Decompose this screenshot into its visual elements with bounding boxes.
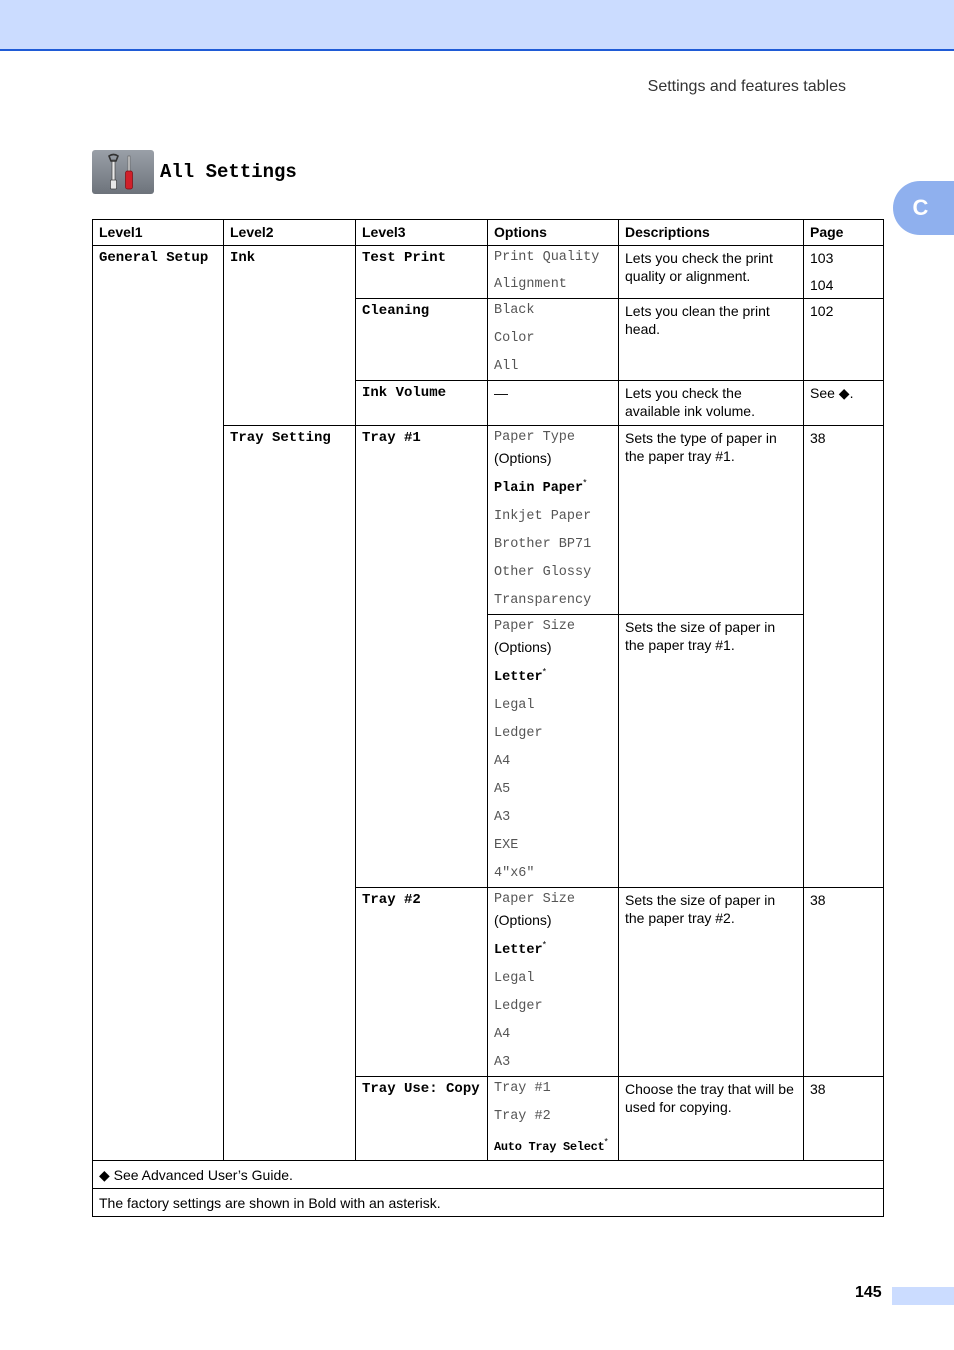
page-cell: [804, 246, 884, 299]
option-group-name: Paper Size: [494, 619, 576, 634]
option-item: Other Glossy: [494, 565, 592, 580]
option-group-name: Paper Size: [494, 892, 576, 907]
option-sub: (Options): [494, 912, 552, 928]
option-item: A4: [494, 754, 511, 769]
option-item: 4"x6": [494, 866, 535, 881]
option-item: Black: [494, 303, 535, 318]
footnote-row: [93, 1161, 884, 1189]
default-option: Auto Tray Select: [494, 1140, 605, 1154]
page-cell: 38: [804, 888, 884, 1077]
option-item: Legal: [494, 971, 535, 986]
default-option: Plain Paper: [494, 481, 584, 496]
asterisk: *: [542, 666, 547, 677]
option-item: All: [494, 359, 519, 374]
option-item: Inkjet Paper: [494, 509, 592, 524]
description-cell: Lets you check the available ink volume.: [619, 381, 804, 426]
description-cell: Sets the size of paper in the paper tray #2.: [619, 888, 804, 1077]
page-cell: 102: [804, 299, 884, 381]
option-item: Tray #2: [494, 1109, 551, 1124]
option-default: [494, 666, 612, 687]
level3-cell-tray1: Tray #1: [356, 426, 488, 888]
option-item: A3: [494, 810, 511, 825]
option-group-name: Paper Type: [494, 430, 576, 445]
option-sub: (Options): [494, 639, 552, 655]
options-cell: [488, 246, 619, 299]
description-cell: Lets you clean the print head.: [619, 299, 804, 381]
settings-table: [92, 219, 884, 1217]
chapter-tab: [893, 181, 954, 235]
default-option: Letter: [494, 943, 543, 958]
option-item: Brother BP71: [494, 537, 592, 552]
option-item: Legal: [494, 698, 535, 713]
page-cell: 38: [804, 1077, 884, 1161]
option-item: Alignment: [494, 277, 567, 292]
option-item: Print Quality: [494, 250, 600, 265]
options-cell: [488, 426, 619, 615]
section-title: All Settings: [160, 161, 297, 183]
chapter-tab-letter: C: [912, 195, 929, 220]
option-item: Color: [494, 331, 535, 346]
level2-cell-ink: Ink: [224, 246, 356, 426]
level3-cell-tray2: Tray #2: [356, 888, 488, 1077]
description-cell: Sets the type of paper in the paper tray #1.: [619, 426, 804, 615]
page-ref: 104: [810, 277, 834, 293]
option-default: [494, 477, 612, 498]
asterisk: *: [583, 477, 587, 488]
level3-cell-cleaning: Cleaning: [356, 299, 488, 381]
column-header: Level2: [224, 220, 356, 246]
column-header: Level1: [93, 220, 224, 246]
level3-cell-ink-volume: Ink Volume: [356, 381, 488, 426]
table-row: [93, 246, 884, 299]
footnote-advanced-guide: ◆ See Advanced User’s Guide.: [93, 1161, 884, 1189]
options-cell: [488, 615, 619, 888]
running-title: Settings and features tables: [647, 78, 846, 95]
option-sub: (Options): [494, 450, 552, 466]
column-header: Options: [488, 220, 619, 246]
options-cell: [488, 1077, 619, 1161]
footnote-row: [93, 1189, 884, 1217]
column-header: Level3: [356, 220, 488, 246]
option-item: A5: [494, 782, 511, 797]
options-cell: —: [488, 381, 619, 426]
default-option: Letter: [494, 670, 543, 685]
option-item: A3: [494, 1055, 511, 1070]
asterisk: *: [604, 1136, 608, 1147]
option-item: Tray #1: [494, 1081, 551, 1096]
option-item: Ledger: [494, 999, 543, 1014]
tools-icon: [92, 150, 154, 194]
option-default: [494, 1136, 612, 1156]
option-item: EXE: [494, 838, 519, 853]
level3-cell-tray-use-copy: Tray Use: Copy: [356, 1077, 488, 1161]
column-header: Page: [804, 220, 884, 246]
asterisk: *: [542, 939, 547, 950]
page-number-bar: [892, 1287, 954, 1305]
description-cell: Lets you check the print quality or alignment.: [619, 246, 804, 299]
page-cell: See ◆.: [804, 381, 884, 426]
option-item: Ledger: [494, 726, 543, 741]
page-ref: 103: [810, 250, 834, 266]
description-cell: Choose the tray that will be used for copying.: [619, 1077, 804, 1161]
level2-cell-tray-setting: Tray Setting: [224, 426, 356, 1161]
option-item: Transparency: [494, 593, 592, 608]
description-cell: Sets the size of paper in the paper tray #1.: [619, 615, 804, 888]
page-number: 145: [855, 1284, 882, 1301]
level3-cell-test-print: Test Print: [356, 246, 488, 299]
option-item: A4: [494, 1027, 511, 1042]
page-cell: 38: [804, 426, 884, 888]
options-cell: [488, 299, 619, 381]
table-header-row: [93, 220, 884, 246]
column-header: Descriptions: [619, 220, 804, 246]
factory-settings-note: The factory settings are shown in Bold with an asterisk.: [93, 1189, 884, 1217]
options-cell: [488, 888, 619, 1077]
option-default: [494, 939, 612, 960]
top-header-band: [0, 0, 954, 51]
level1-cell: General Setup: [93, 246, 224, 1161]
section-heading: [92, 150, 297, 194]
